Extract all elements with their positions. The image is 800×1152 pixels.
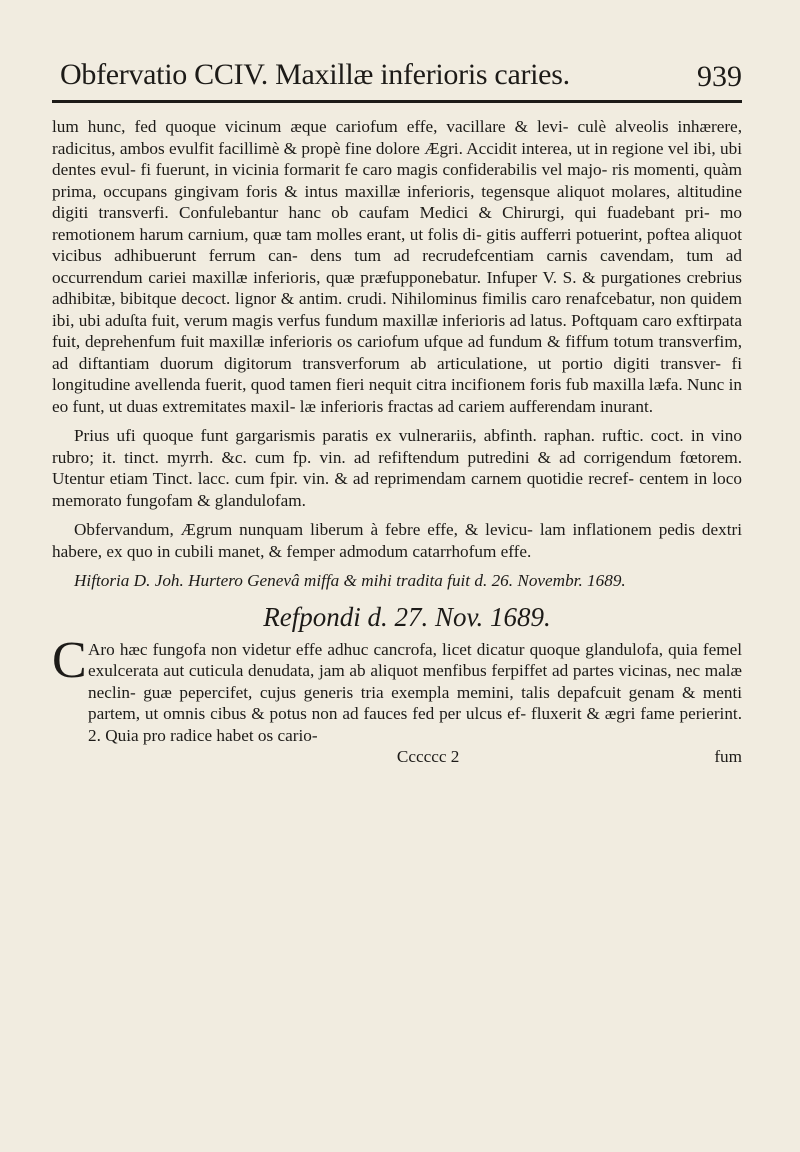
page-number: 939: [697, 60, 742, 93]
signature-mark: Cccccc 2: [396, 747, 460, 766]
paragraph-1: lum hunc, fed quoque vicinum æque cariofum effe, vacillare & levi- culè alveolis inhærere, radicitus, ambos evulfit facillimè & propè fine dolore Ægri. Accidit interea, ut in regione vel ibi, ubi dentes evul- fi fuerunt, in vicinia formarit fe caro magis confiderabilis vel majo- ris momenti, quàm prima, occupans gingivam foris & intus maxillæ inferioris, tegensque aliquot molares, altitudine digiti transverfi. Confulebantur hanc ob caufam Medici & Chirurgi, qui fuadebant pri- mo remotionem harum carnium, quæ tam molles erant, ut folis di- gitis aufferri potuerint, poftea aliquot vicibus adhibuerunt ferrum can- dens tum ad recrudefcentiam carnis cavendam, tum ad occurrendum cariei maxillæ inferioris, quæ præfupponebatur. Infuper V. S. & purgationes crebrius adhibitæ, bibitque decoct. lignor & antim. crudi. Nihilominus fimilis caro renafcebatur, non quidem ibi, ubi aduſta fuit, verum magis verfus fundum maxillæ inferioris ad latus. Poftquam caro exftirpata fuit, deprehenfum fuit maxillæ inferioris os cariofum ufque ad fundum & fiffum totum transverfim, ad diftantiam duorum digitorum transverforum ab articulatione, ut portio digiti transver- fi longitudine avellenda fuerit, quod tamen fieri nequit citra incifionem foris fub maxilla læfa. Nunc in eo funt, ut duas extremitates maxil- læ inferioris fractas ad cariem aufferendam inurant.: [52, 117, 742, 416]
response-paragraph: [52, 631, 742, 747]
response-text: Aro hæc fungofa non videtur effe adhuc cancrofa, licet dicatur quoque glandulofa, quia femel exulcerata aut cuticula denudata, jam ab aliquot menfibus ferpiffet ad partes vicinas, nec malæ neclin- guæ pepercifet, cujus generis tria exempla memini, talis depafcuit genam & menti partem, ut omnis cibus & potus non ad fauces fed per ulcus ef- fluxerit & ægri fame perierint. 2. Quia pro radice habet os cario-: [88, 639, 742, 745]
header-rule: [52, 100, 742, 103]
page-body: [52, 116, 742, 767]
paragraph-4: Hiftoria D. Joh. Hurtero Genevâ miffa & mihi tradita fuit d. 26. Novembr. 1689.: [74, 571, 626, 590]
drop-capital: C: [52, 631, 87, 689]
footer-line: [52, 746, 742, 767]
running-header: [52, 58, 742, 108]
header-title: Obfervatio CCIV. Maxillæ inferioris caries.: [60, 58, 570, 91]
catchword: fum: [714, 747, 742, 766]
paragraph-3: Obfervandum, Ægrum nunquam liberum à febre effe, & levicu- lam inflationem pedis dextri habere, ex quo in cubili manet, & femper admodum catarrhofum effe.: [52, 520, 742, 561]
response-heading: Refpondi d. 27. Nov. 1689.: [263, 601, 551, 632]
paragraph-2: Prius ufi quoque funt gargarismis paratis ex vulnerariis, abfinth. raphan. ruftic. coct. in vino rubro; it. tinct. myrrh. &c. cum fp. vin. ad refiftendum putredini & ad corrigendum fœtorem. Utentur etiam Tinct. lacc. cum fpir. vin. & ad reprimendam carnem quotidie recref- centem in loco memorato fungofam & glandulofam.: [52, 426, 742, 510]
page: [52, 58, 742, 767]
